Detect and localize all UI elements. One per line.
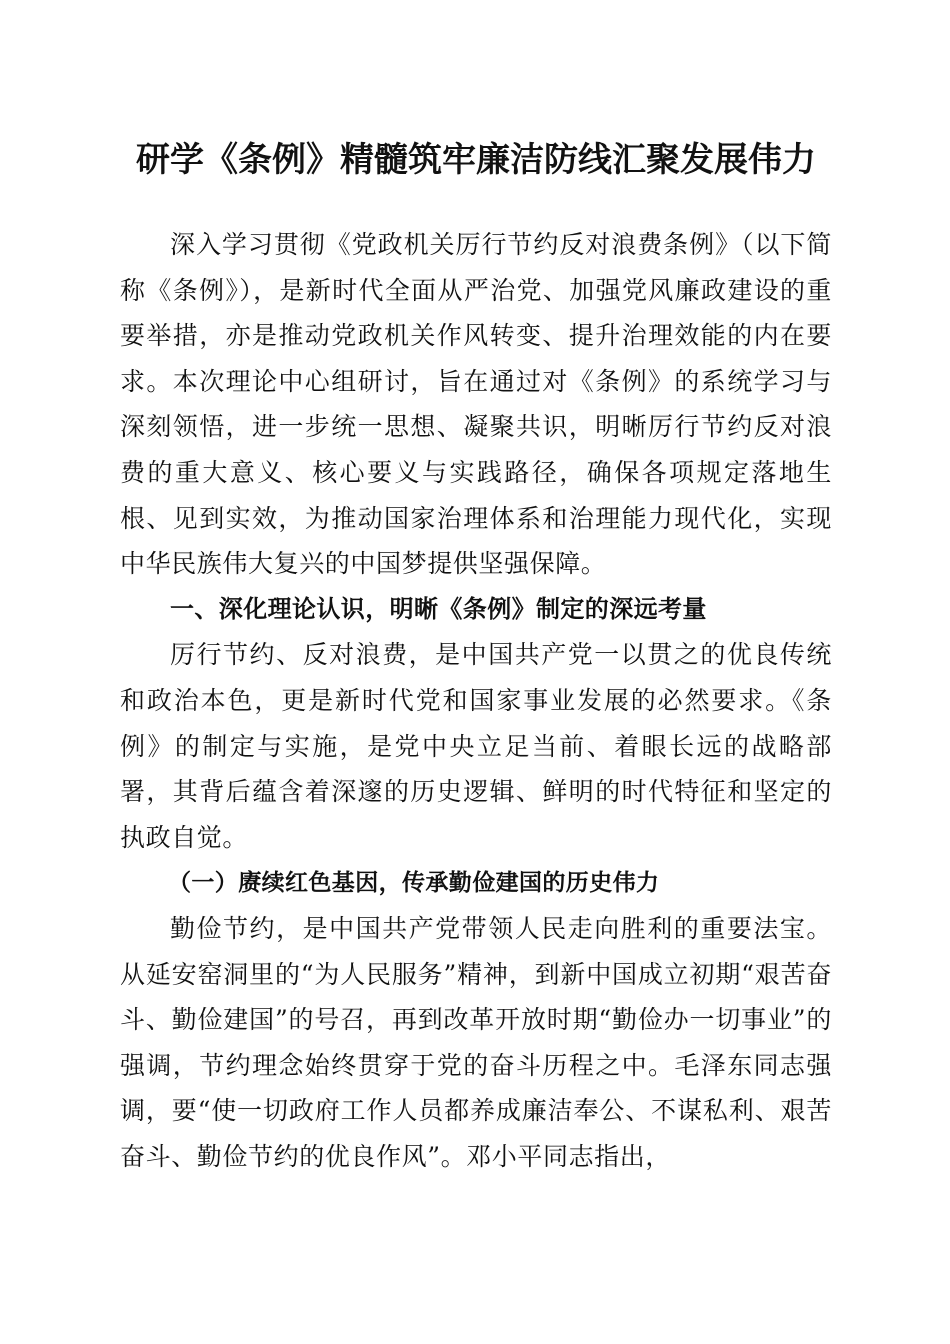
document-title: 研学《条例》精髓筑牢廉洁防线汇聚发展伟力 [136, 140, 816, 180]
subsection-heading-1: （一）赓续红色基因，传承勤俭建国的历史伟力 [168, 869, 660, 897]
intro-paragraph: 深入学习贯彻《党政机关厉行节约反对浪费条例》（以下简称《条例》），是新时代全面从严治党、加强党风廉政建设的重要举措，亦是推动党政机关作风转变、提升治理效能的内在要求。本次理论中心组研讨，旨在通过对《条例》的系统学习与深刻领悟，进一步统一思想、凝聚共识，明晰厉行节约反对浪费的重大意义、核心要义与实践路径，确保各项规定落地生根、见到实效，为推动国家治理体系和治理能力现代化，实现中华民族伟大复兴的中国梦提供坚强保障。 [120, 230, 832, 579]
subsection-1-paragraph: 勤俭节约，是中国共产党带领人民走向胜利的重要法宝。从延安窑洞里的“为人民服务”精神，到新中国成立初期“艰苦奋斗、勤俭建国”的号召，再到改革开放时期“勤俭办一切事业”的强调，节约理念始终贯穿于党的奋斗历程之中。毛泽东同志强调，要“使一切政府工作人员都养成廉洁奉公、不谋私利、艰苦奋斗、勤俭节约的优良作风”。邓小平同志指出， [120, 913, 832, 1171]
section-1-paragraph: 厉行节约、反对浪费，是中国共产党一以贯之的优良传统和政治本色，更是新时代党和国家事业发展的必然要求。《条例》的制定与实施，是党中央立足当前、着眼长远的战略部署，其背后蕴含着深邃的历史逻辑、鲜明的时代特征和坚定的执政自觉。 [120, 640, 832, 852]
document-body [120, 222, 832, 1179]
section-heading-1: 一、深化理论认识，明晰《条例》制定的深远考量 [170, 594, 707, 623]
